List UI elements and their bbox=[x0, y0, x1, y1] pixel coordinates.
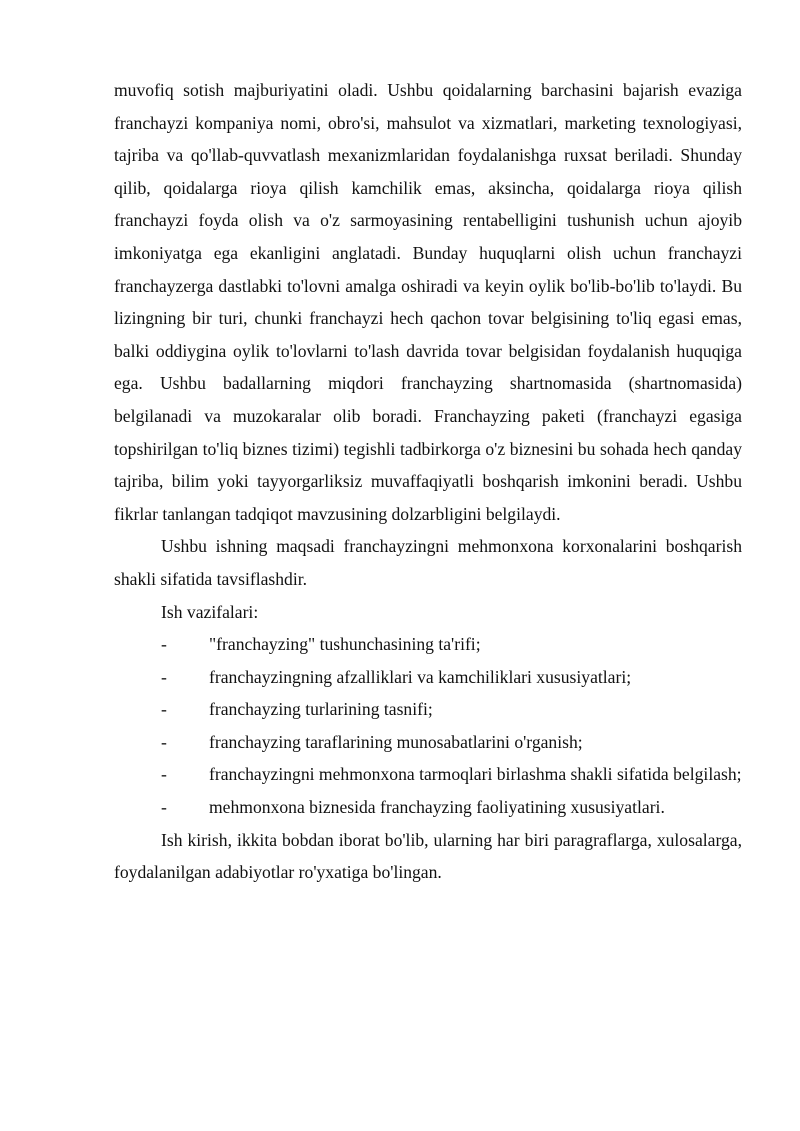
list-item-text: "franchayzing" tushunchasining ta'rifi; bbox=[209, 634, 481, 655]
list-dash: - bbox=[161, 634, 167, 655]
list-item-text: franchayzing turlarining tasnifi; bbox=[209, 699, 433, 720]
list-dash: - bbox=[161, 699, 167, 720]
list-item-text: franchayzing taraflarining munosabatlarini o'rganish; bbox=[209, 731, 583, 752]
list-dash: - bbox=[161, 731, 167, 752]
list-item bbox=[114, 693, 742, 726]
body-paragraph-structure: Ish kirish, ikkita bobdan iborat bo'lib, ularning har biri paragraflarga, xulosalarga, foydalanilgan adabiyotlar ro'yxatiga bo'lingan. bbox=[114, 829, 742, 883]
list-item-text: franchayzingning afzalliklari va kamchiliklari xususiyatlari; bbox=[209, 666, 632, 687]
list-dash: - bbox=[161, 797, 167, 818]
document-page bbox=[114, 74, 742, 889]
list-dash: - bbox=[161, 666, 167, 687]
list-item-text: franchayzingni mehmonxona tarmoqlari birlashma shakli sifatida belgilash; bbox=[209, 764, 742, 785]
list-item bbox=[114, 726, 742, 759]
list-item bbox=[114, 758, 742, 791]
list-item-text: mehmonxona biznesida franchayzing faoliyatining xususiyatlari. bbox=[209, 797, 665, 818]
list-item bbox=[114, 791, 742, 824]
tasks-list bbox=[114, 628, 742, 824]
list-item bbox=[114, 661, 742, 694]
body-paragraph-goal: Ushbu ishning maqsadi franchayzingni mehmonxona korxonalarini boshqarish shakli sifatida tavsiflashdir. bbox=[114, 536, 742, 589]
tasks-heading: Ish vazifalari: bbox=[161, 601, 259, 622]
list-item bbox=[114, 628, 742, 661]
body-paragraph-intro: muvofiq sotish majburiyatini oladi. Ushbu qoidalarning barchasini bajarish evaziga franchayzi kompaniya nomi, obro'si, mahsulot va xizmatlari, marketing texnologiyasi, tajriba va qo'llab-quvvatlash mexanizmlaridan foydalanishga ruxsat beriladi. Shunday qilib, qoidalarga rioya qilish kamchilik emas, aksincha, qoidalarga rioya qilish franchayzi foyda olish va o'z sarmoyasining rentabelligini tushunish uchun ajoyib imkoniyatga ega ekanligini anglatadi. Bunday huquqlarni olish uchun franchayzi franchayzerga dastlabki to'lovni amalga oshiradi va keyin oylik bo'lib-bo'lib to'laydi. Bu lizingning bir turi, chunki franchayzi hech qachon tovar belgisining to'liq egasi emas, balki oddiygina oylik to'lovlarni to'lash davrida tovar belgisidan foydalanish huquqiga ega. Ushbu badallarning miqdori franchayzing shartnomasida (shartnomasida) belgilanadi va muzokaralar olib boradi. Franchayzing paketi (franchayzi egasiga topshirilgan to'liq biznes tizimi) tegishli tadbirkorga o'z biznesini bu sohada hech qanday tajriba, bilim yoki tayyorgarliksiz muvaffaqiyatli boshqarish imkonini beradi. Ushbu fikrlar tanlangan tadqiqot mavzusining dolzarbligini belgilaydi. bbox=[114, 80, 742, 524]
list-dash: - bbox=[161, 764, 167, 785]
